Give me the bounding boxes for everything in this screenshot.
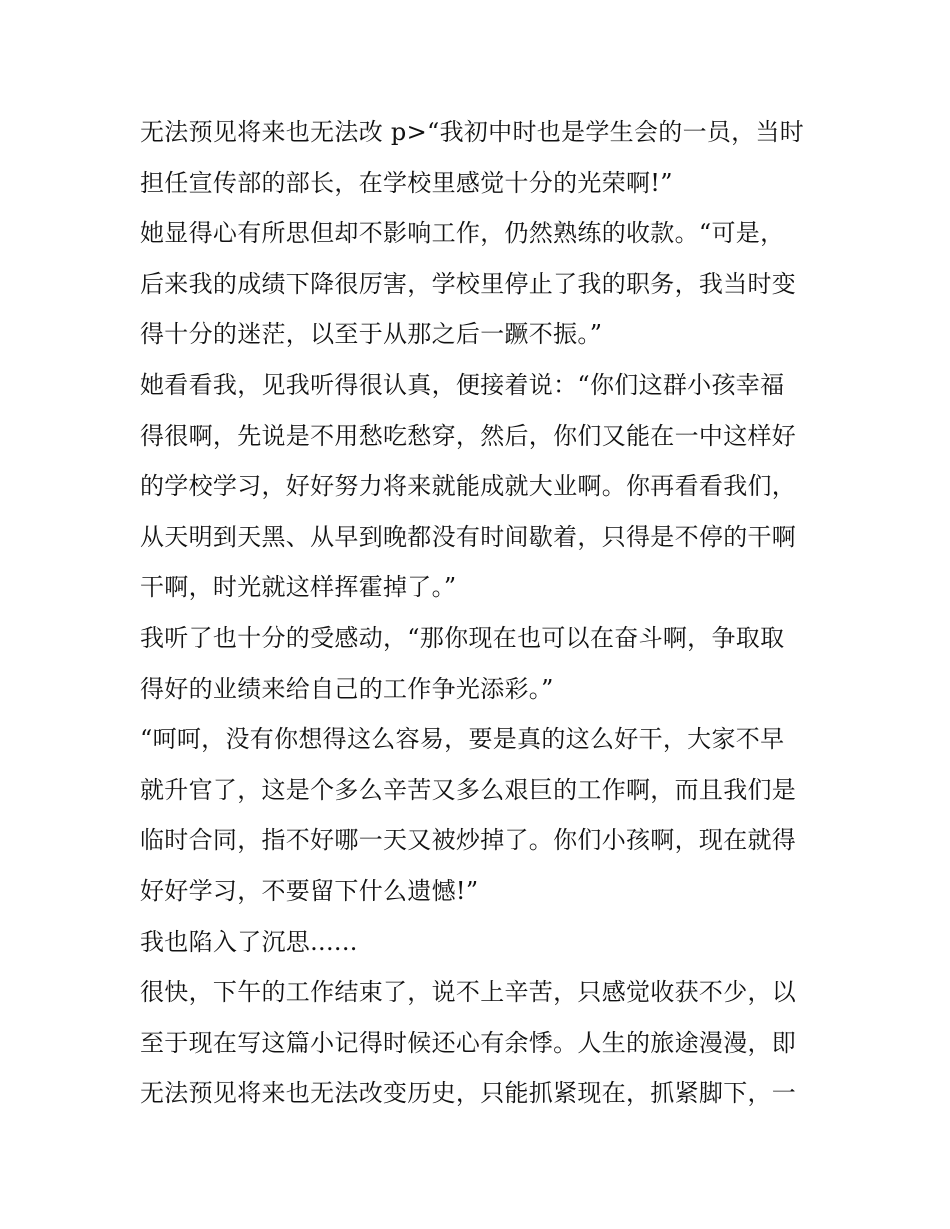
document-body: [140, 107, 820, 1119]
text-line: 临时合同，指不好哪一天又被炒掉了。你们小孩啊，现在就得: [140, 826, 797, 855]
text-line: 她看看我，见我听得很认真，便接着说：“你们这群小孩幸福: [140, 370, 785, 399]
text-line: 我听了也十分的受感动，“那你现在也可以在奋斗啊，争取取: [140, 623, 785, 652]
text-line: 她显得心有所思但却不影响工作，仍然熟练的收款。“可是，: [140, 219, 785, 248]
text-line: 后来我的成绩下降很厉害，学校里停止了我的职务，我当时变: [140, 269, 797, 298]
text-line: 就升官了，这是个多么辛苦又多么艰巨的工作啊，而且我们是: [140, 775, 797, 804]
text-line: 的学校学习，好好努力将来就能成就大业啊。你再看看我们，: [140, 472, 797, 501]
text-line: 我也陷入了沉思......: [140, 927, 358, 956]
text-line: 无法预见将来也无法改 p>“我初中时也是学生会的一员，当时: [140, 118, 805, 146]
text-line: 好好学习，不要留下什么遗憾!”: [140, 876, 479, 905]
text-line: 干啊，时光就这样挥霍掉了。”: [140, 573, 457, 602]
text-line: 得好的业绩来给自己的工作争光添彩。”: [140, 674, 554, 703]
text-line: 从天明到天黑、从早到晚都没有时间歇着，只得是不停的干啊: [140, 522, 797, 551]
text-line: “呵呵，没有你想得这么容易，要是真的这么好干，大家不早: [140, 725, 785, 754]
text-line: 得很啊，先说是不用愁吃愁穿，然后，你们又能在一中这样好: [140, 421, 797, 450]
text-line: 无法预见将来也无法改变历史，只能抓紧现在，抓紧脚下，一: [140, 1079, 797, 1108]
text-line: 至于现在写这篇小记得时候还心有余悸。人生的旅途漫漫，即: [140, 1028, 797, 1057]
text-line: 很快，下午的工作结束了，说不上辛苦，只感觉收获不少，以: [140, 978, 797, 1007]
text-line: 得十分的迷茫，以至于从那之后一蹶不振。”: [140, 320, 603, 349]
text-line: 担任宣传部的部长，在学校里感觉十分的光荣啊!”: [140, 168, 673, 197]
